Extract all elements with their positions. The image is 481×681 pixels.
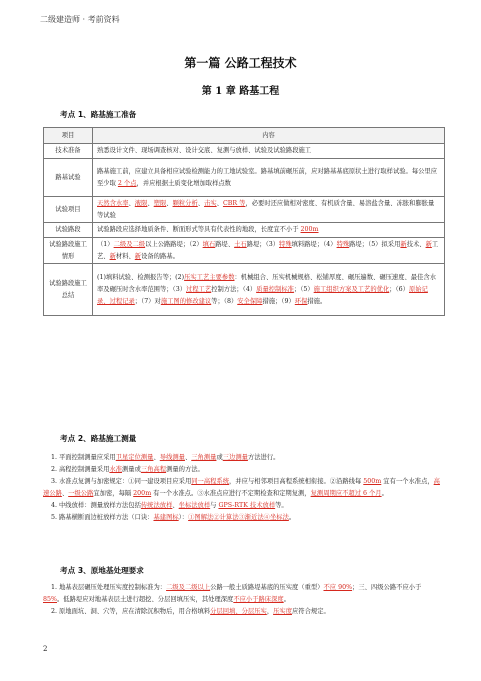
text-run: ；三、四级公路不应小于 (352, 584, 422, 591)
text-run: ：机械组合、压实机械规格、松铺厚度、碾压遍数、碾压速度、最佳含水率及碾压时含水率范围等；（3） (97, 273, 436, 293)
text-run: 路基施工前，应建立具备相应试验检测能力的工地试验室。路基填前碾压前，应对路基基底原状土进行取样试验。每公里应至少取 (97, 167, 438, 187)
text-run: 。 (381, 490, 388, 497)
highlight-text: 施工组织方案及工艺的优化 (313, 285, 390, 293)
highlight-text: 特殊 (336, 240, 350, 248)
highlight-text: 土石 (234, 240, 247, 248)
section-title-2: 考点 2、路基施工测量 (60, 434, 137, 443)
text-run: 3. 水准点复测与加密规定：①同一建设项目应采用 (51, 478, 192, 485)
text-run: 等；（8） (211, 297, 238, 305)
highlight-text: 二级及二级以上 (166, 584, 211, 591)
text-run: 工艺、 (97, 240, 439, 260)
list-item (43, 452, 443, 464)
column-header-item: 项目 (44, 128, 93, 144)
row-content (93, 264, 445, 316)
highlight-text: 一级公路 (68, 490, 94, 497)
text-run: 测量或 (121, 466, 141, 473)
row-content (93, 159, 445, 197)
text-run: 与 (210, 502, 219, 509)
highlight-text: 200m (133, 490, 152, 497)
highlight-text: 安全保障 (237, 297, 263, 305)
text-run: ， (266, 608, 274, 615)
highlight-text: 颗粒分析 (172, 199, 198, 207)
text-run: 措施；（9） (262, 297, 295, 305)
text-run: 2. 高程控制测量采用 (51, 466, 110, 473)
text-run: 、 (61, 490, 69, 497)
text-run: 控制方法；（4） (211, 285, 257, 293)
highlight-text: 高速公路 (43, 478, 440, 497)
row-label: 试验路段 (44, 223, 93, 238)
text-run: 、 (216, 199, 223, 207)
text-run: 、 (166, 199, 173, 207)
text-run: 、 (128, 199, 135, 207)
highlight-text: 二级及二级 (113, 240, 146, 248)
highlight-text: 新 (134, 252, 142, 260)
text-run: 填料路堤；（4） (291, 240, 337, 248)
highlight-text: 同一高程系统 (191, 478, 230, 485)
list-item (43, 582, 443, 606)
text-run: 。低路堤应对地基表层土进行超挖、分层回填压实，其处理深度 (57, 596, 234, 603)
text-run: 以上公路路堤；（2） (145, 240, 203, 248)
highlight-text: 不应小于路床深度 (233, 596, 284, 603)
highlight-text: 基建图标 (153, 514, 179, 521)
highlight-text: 新 (425, 240, 432, 248)
row-label: 试验路段施工情形 (44, 238, 93, 264)
highlight-text: 特殊 (279, 240, 292, 248)
text-run: 试验路段应选择地质条件、断面形式等具有代表性的地段，长度宜不小于 (97, 226, 301, 233)
text-run: （1） (97, 240, 114, 248)
row-label: 路基试验 (44, 159, 93, 197)
highlight-text: 传统法放样 (140, 502, 173, 509)
text-run: 5. 路基横断面边桩放样方法（口诀： (51, 514, 154, 521)
text-run: 1. 地基表层碾压处理压实度控制标准为： (51, 584, 167, 591)
highlight-text: 过程工艺 (186, 285, 212, 293)
page-header: 二级建造师 · 考前资料 (40, 15, 120, 24)
text-run: 测量的方法。 (166, 466, 204, 473)
row-label: 试验路段施工总结 (44, 264, 93, 316)
highlight-text: 新 (109, 252, 116, 260)
highlight-text: 三角高程 (140, 466, 167, 473)
table-row (44, 223, 445, 238)
survey-list (43, 452, 443, 524)
text-run: (1)填料试验、检测报告等；(2) (97, 273, 185, 281)
highlight-text: 击实 (204, 199, 217, 207)
text-run: 等。 (275, 502, 288, 509)
chapter-title: 第 1 章 路基工程 (201, 86, 280, 97)
prep-table (43, 127, 445, 316)
highlight-text: 压实工艺主要参数 (184, 273, 235, 281)
row-content (93, 238, 445, 264)
highlight-text: GPS-RTK 技术放样 (218, 502, 276, 509)
highlight-text: CBR 等 (222, 199, 246, 207)
part-title: 第一篇 公路工程技术 (184, 56, 297, 70)
foundation-list (43, 582, 443, 618)
highlight-text: 复测周期应不超过 6 个月 (310, 490, 382, 497)
highlight-text: 天然含水率 (97, 199, 129, 207)
highlight-text: 导线测量 (159, 454, 185, 461)
section-title-1: 考点 1、路基施工准备 (60, 110, 137, 119)
highlight-text: 环保 (294, 297, 308, 305)
highlight-text: 卫星定位测量 (115, 454, 154, 461)
highlight-text: ①图解法②计算法③渐近法④坐标法 (188, 514, 289, 521)
highlight-text: 原始记录、过程记录 (97, 285, 428, 305)
text-run: ；（5） (293, 285, 314, 293)
text-run: 或 (216, 454, 223, 461)
highlight-text: 分层回填、分层压实 (210, 608, 267, 615)
text-run: 2. 原地面坑、洞、穴等，应在清除沉积物后，用合格填料 (51, 608, 211, 615)
text-run: 熟悉设计文件、现场调查核对、设计交底、复测与放样、试验及试验路段施工 (97, 147, 312, 154)
highlight-text: 压实度 (273, 608, 292, 615)
highlight-text: 水准 (109, 466, 122, 473)
text-run: 、 (184, 454, 192, 461)
text-run: ，并应根据土质变化增加取样点数 (136, 179, 231, 187)
text-run: 有一个水准点。③水准点应进行不定期检查和定期复测， (151, 490, 311, 497)
text-run: 1. 平面控制测量应采用 (51, 454, 116, 461)
text-run: 方法进行。 (247, 454, 280, 461)
table-row (44, 159, 445, 197)
highlight-text: 2 个点 (117, 179, 137, 187)
row-content (93, 144, 445, 159)
list-item (43, 512, 443, 524)
highlight-text: 三角测量 (191, 454, 217, 461)
text-run: ；（6） (389, 285, 409, 293)
row-content (93, 197, 445, 223)
highlight-text: 塑限 (153, 199, 167, 207)
page-number: 2 (43, 645, 48, 653)
text-run: 路堤；（3） (246, 240, 280, 248)
list-item (43, 500, 443, 512)
highlight-text: 坐标法放样 (178, 502, 211, 509)
table-row (44, 264, 445, 316)
list-item (43, 476, 443, 500)
text-run: 。 (283, 596, 290, 603)
text-run: 设备的路基。 (141, 252, 179, 260)
row-label: 技术准备 (44, 144, 93, 159)
row-label: 试验项目 (44, 197, 93, 223)
highlight-text: 85% (43, 596, 57, 603)
text-run: 、 (197, 199, 205, 207)
highlight-text: 液限 (134, 199, 148, 207)
text-run: 路堤、 (215, 240, 235, 248)
highlight-text: 填石 (202, 240, 216, 248)
text-run: 、 (147, 199, 154, 207)
table-row (44, 197, 445, 223)
highlight-text: 施工图的修改建议 (160, 297, 212, 305)
text-run: 材料、 (115, 252, 135, 260)
text-run: ）： (178, 514, 189, 521)
highlight-text: 不应 90% (323, 584, 353, 591)
text-run: 公路一般土质路堤基底的压实度（重型） (210, 584, 324, 591)
column-header-content: 内容 (93, 128, 445, 144)
table-row (44, 144, 445, 159)
text-run: ，必要时还应做相对密度、有机质含量、易溶盐含量、冻胀和膨胀量等试验 (97, 199, 435, 219)
section-title-3: 考点 3、原地基处理要求 (60, 566, 144, 575)
text-run: 、 (153, 454, 160, 461)
text-run: 路堤；（5）拟采用 (349, 240, 401, 248)
table-header-row (44, 128, 445, 144)
text-run: 技术、 (406, 240, 426, 248)
text-run: 4. 中线放样：测量放样方法包括 (51, 502, 141, 509)
table-row (44, 238, 445, 264)
text-run: 宜加密，每隔 (93, 490, 134, 497)
highlight-text: 500m (363, 478, 382, 485)
highlight-text: 三边测量 (222, 454, 248, 461)
text-run: 措施。 (307, 297, 327, 305)
text-run: 宜有一个水准点， (381, 478, 434, 485)
highlight-text: 新 (400, 240, 407, 248)
list-item (43, 606, 443, 618)
highlight-text: 200m (300, 226, 319, 233)
text-run: ，并应与相邻项目高程系统相衔接。②沿路线每 (229, 478, 364, 485)
text-run: 。 (288, 514, 296, 521)
text-run: ；（7）对 (134, 297, 161, 305)
text-run: 、 (172, 502, 179, 509)
text-run: 应符合规定。 (292, 608, 330, 615)
row-content (93, 223, 445, 238)
highlight-text: 质量控制标准 (256, 285, 294, 293)
list-item (43, 464, 443, 476)
